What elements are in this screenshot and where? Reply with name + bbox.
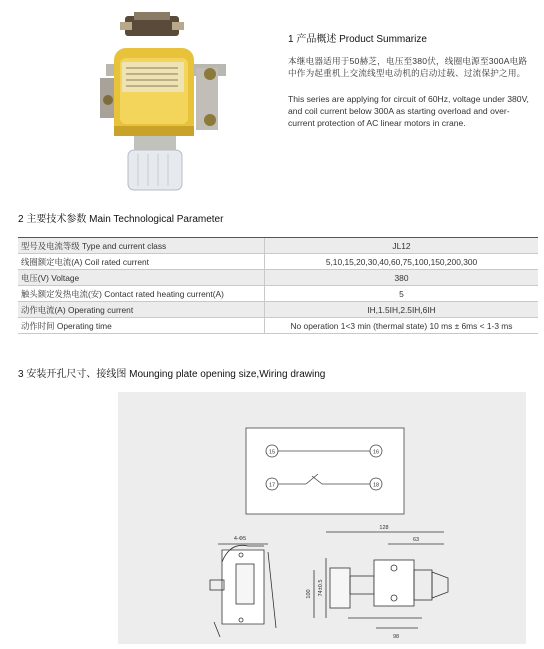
section1-en-text: This series are applying for circuit of 60Hz, voltage under 380V, and coil current below 300A as starting overload and over-current protection of AC linear motors in crane. — [288, 94, 529, 129]
param-label: 动作电流(A) Operating current — [18, 302, 265, 318]
param-value: 5,10,15,20,30,40,60,75,100,150,200,300 — [265, 254, 539, 270]
section2-heading: 2 主要技术参数 Main Technological Parameter — [18, 214, 224, 225]
spec-table — [18, 238, 538, 334]
dim-98-label: 98 — [392, 634, 400, 640]
product-photo — [92, 8, 238, 196]
mounting-plate-drawing — [210, 544, 276, 637]
side-view-drawing — [314, 532, 448, 628]
param-label: 电压(V) Voltage — [18, 270, 265, 286]
table-row — [18, 286, 538, 302]
dim-63-label: 63 — [412, 537, 420, 543]
param-value: 5 — [265, 286, 539, 302]
param-value: No operation 1<3 min (thermal state) 10 ms ± 6ms < 1-3 ms — [265, 318, 539, 334]
terminal-15-label: 15 — [268, 449, 276, 456]
param-value: JL12 — [265, 238, 539, 254]
section3-heading: 3 安装开孔尺寸、接线图 Mounging plate opening size,Wiring drawing — [18, 369, 326, 380]
param-label: 触头额定发热电流(安) Contact rated heating current(A) — [18, 286, 265, 302]
param-label: 动作时间 Operating time — [18, 318, 265, 334]
table-row — [18, 254, 538, 270]
param-value: 380 — [265, 270, 539, 286]
table-row — [18, 238, 538, 254]
technical-drawing — [118, 392, 526, 644]
terminal-18-label: 18 — [372, 482, 380, 489]
param-label: 型号及电流等级 Type and current class — [18, 238, 265, 254]
drawing-panel — [118, 392, 526, 644]
dim-74-label: 74±0.5 — [318, 579, 324, 597]
section1-cn-text: 本继电器适用于50赫芝，电压至380伏，线圈电源至300A电路中作为起重机上交流线型电动机的启动过载、过流保护之用。 — [288, 56, 528, 79]
section1-heading: 1 产品概述 Product Summarize — [288, 34, 427, 45]
table-row — [18, 270, 538, 286]
table-row — [18, 302, 538, 318]
param-value: IH,1.5IH,2.5IH,6IH — [265, 302, 539, 318]
param-label: 线圈额定电流(A) Coil rated current — [18, 254, 265, 270]
dim-128-label: 128 — [379, 525, 389, 531]
table-row — [18, 318, 538, 334]
terminal-17-label: 17 — [268, 482, 276, 489]
terminal-16-label: 16 — [372, 449, 380, 456]
dim-100-label: 100 — [306, 589, 312, 599]
dim-hole-label: 4-Φ5 — [233, 536, 247, 542]
wiring-diagram-frame — [246, 428, 404, 514]
